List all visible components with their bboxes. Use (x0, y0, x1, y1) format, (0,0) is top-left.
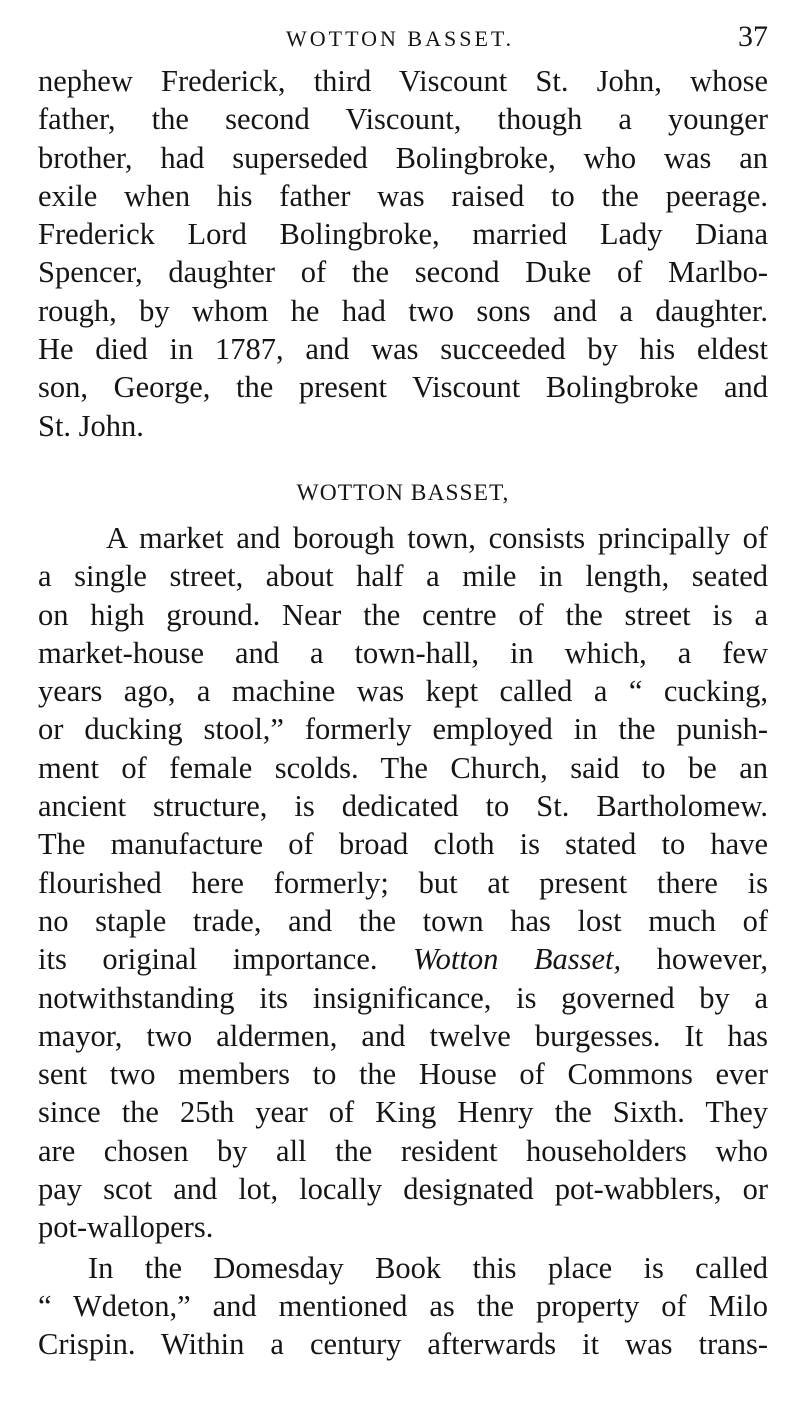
text-line: pot-wallopers. (38, 1210, 214, 1245)
text-line: mayor, two aldermen, and twelve burgesses. It has (38, 1018, 768, 1053)
text-line: since the 25th year of King Henry the Sixth. They (38, 1095, 768, 1130)
italic-place-name: Wotton Basset, (413, 942, 622, 977)
text-line: Spencer, daughter of the second Duke of Marlbo- (38, 255, 768, 290)
text-line: father, the second Viscount, though a younger (38, 102, 768, 137)
text-line: no staple trade, and the town has lost much of (38, 903, 768, 938)
text-line: ancient structure, is dedicated to St. Bartholomew. (38, 789, 768, 824)
text-line: or ducking stool,” formerly employed in the punish- (38, 712, 768, 747)
text-line: Frederick Lord Bolingbroke, married Lady Diana (38, 217, 768, 252)
running-title: WOTTON BASSET. (286, 26, 515, 51)
text-fragment: its original importance. (38, 942, 378, 977)
text-line: Crispin. Within a century afterwards it was trans- (38, 1327, 768, 1362)
text-line: sent two members to the House of Commons ever (38, 1057, 768, 1092)
text-line: brother, had superseded Bolingbroke, who was an (38, 140, 768, 175)
text-line: rough, by whom he had two sons and a daughter. (38, 293, 768, 328)
text-line: “ Wdeton,” and mentioned as the property of Milo (38, 1288, 768, 1323)
section-paragraph-1 (38, 519, 768, 1247)
section-paragraph-2 (38, 1249, 768, 1364)
text-line: market-house and a town-hall, in which, a few (38, 635, 768, 670)
text-line: are chosen by all the resident householders who (38, 1133, 768, 1168)
text-line: In the Domesday Book this place is called (88, 1250, 768, 1285)
section-heading: WOTTON BASSET, (296, 479, 510, 506)
text-line: a single street, about half a mile in length, seated (38, 559, 768, 594)
book-page (38, 16, 768, 1386)
text-fragment: however, (656, 942, 769, 977)
running-header (38, 16, 768, 62)
text-line: years ago, a machine was kept called a “ cucking, (38, 674, 768, 709)
text-line: son, George, the present Viscount Bolingbroke and (38, 370, 768, 405)
text-line: He died in 1787, and was succeeded by his eldest (38, 332, 768, 367)
text-line: ment of female scolds. The Church, said to be an (38, 750, 768, 785)
text-line: nephew Frederick, third Viscount St. John, whose (38, 64, 768, 98)
text-line: exile when his father was raised to the peerage. (38, 178, 768, 213)
text-line: pay scot and lot, locally designated pot-wabblers, or (38, 1172, 768, 1207)
page-number: 37 (738, 20, 768, 53)
text-line-with-italic (38, 940, 768, 978)
text-line: notwithstanding its insignificance, is governed by a (38, 980, 768, 1015)
text-line: flourished here formerly; but at present there is (38, 865, 768, 900)
text-line: A market and borough town, consists principally of (106, 520, 768, 555)
continuation-paragraph (38, 62, 768, 445)
text-line: St. John. (38, 408, 144, 443)
text-line: The manufacture of broad cloth is stated to have (38, 827, 768, 862)
text-line: on high ground. Near the centre of the street is a (38, 597, 768, 632)
